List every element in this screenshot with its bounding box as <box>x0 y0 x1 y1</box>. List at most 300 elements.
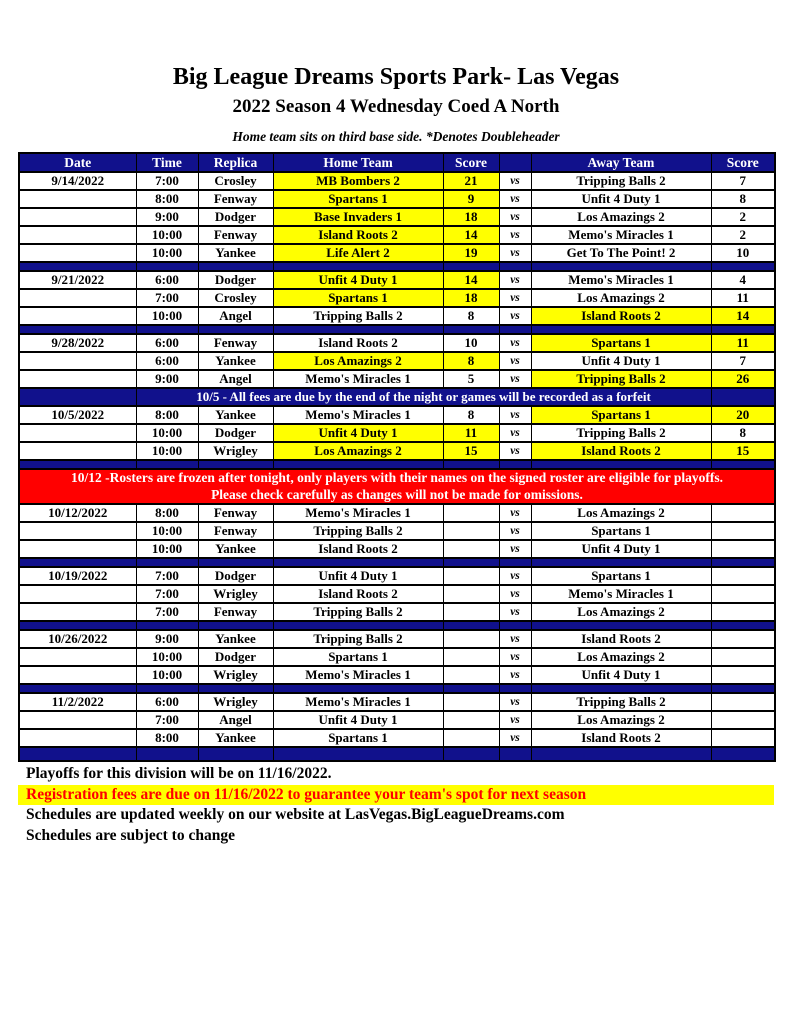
replica-cell: Fenway <box>198 522 273 540</box>
time-cell: 6:00 <box>136 352 198 370</box>
vs-cell: vs <box>499 603 531 621</box>
game-row <box>19 693 775 711</box>
away-score-cell <box>711 693 775 711</box>
away-score-cell <box>711 630 775 648</box>
date-cell: 10/19/2022 <box>19 567 136 585</box>
divider-cell <box>136 262 198 271</box>
home-score-cell: 19 <box>443 244 499 262</box>
away-team-cell: Los Amazings 2 <box>531 504 711 522</box>
away-score-cell: 7 <box>711 172 775 190</box>
divider-cell <box>443 747 499 761</box>
replica-cell: Fenway <box>198 504 273 522</box>
divider-cell <box>19 262 136 271</box>
divider-cell <box>136 460 198 469</box>
home-score-cell <box>443 666 499 684</box>
divider-cell <box>443 684 499 693</box>
game-row <box>19 585 775 603</box>
replica-cell: Fenway <box>198 226 273 244</box>
home-team-cell: Spartans 1 <box>273 729 443 747</box>
home-score-cell: 10 <box>443 334 499 352</box>
divider-cell <box>19 621 136 630</box>
date-cell <box>19 226 136 244</box>
home-team-cell: Tripping Balls 2 <box>273 630 443 648</box>
home-score-cell: 9 <box>443 190 499 208</box>
date-cell <box>19 190 136 208</box>
away-score-cell: 14 <box>711 307 775 325</box>
divider-cell <box>499 460 531 469</box>
home-score-cell <box>443 693 499 711</box>
time-cell: 7:00 <box>136 567 198 585</box>
vs-cell: vs <box>499 540 531 558</box>
game-row <box>19 289 775 307</box>
time-cell: 10:00 <box>136 522 198 540</box>
game-row <box>19 442 775 460</box>
time-cell: 6:00 <box>136 693 198 711</box>
away-score-cell: 10 <box>711 244 775 262</box>
game-row <box>19 406 775 424</box>
divider-cell <box>499 262 531 271</box>
vs-cell: vs <box>499 522 531 540</box>
game-row <box>19 522 775 540</box>
home-team-cell: Unfit 4 Duty 1 <box>273 271 443 289</box>
game-row <box>19 208 775 226</box>
home-score-cell: 14 <box>443 271 499 289</box>
divider-row <box>19 325 775 334</box>
away-team-cell: Los Amazings 2 <box>531 208 711 226</box>
divider-cell <box>531 747 711 761</box>
divider-row <box>19 684 775 693</box>
away-team-cell: Unfit 4 Duty 1 <box>531 352 711 370</box>
time-cell: 9:00 <box>136 630 198 648</box>
away-score-cell <box>711 585 775 603</box>
away-team-cell: Unfit 4 Duty 1 <box>531 540 711 558</box>
game-row <box>19 172 775 190</box>
game-row <box>19 648 775 666</box>
divider-cell <box>19 747 136 761</box>
date-cell <box>19 208 136 226</box>
divider-cell <box>19 558 136 567</box>
registration-note: Registration fees are due on 11/16/2022 to guarantee your team's spot for next season <box>18 785 774 806</box>
playoffs-note: Playoffs for this division will be on 11/16/2022. <box>26 765 332 782</box>
website-note: Schedules are updated weekly on our website at LasVegas.BigLeagueDreams.com <box>26 806 565 823</box>
away-team-cell: Tripping Balls 2 <box>531 424 711 442</box>
vs-cell: vs <box>499 289 531 307</box>
date-cell <box>19 370 136 388</box>
away-team-cell: Tripping Balls 2 <box>531 370 711 388</box>
divider-cell <box>198 262 273 271</box>
away-score-cell <box>711 648 775 666</box>
replica-cell: Wrigley <box>198 666 273 684</box>
date-cell <box>19 711 136 729</box>
date-cell <box>19 424 136 442</box>
divider-cell <box>198 460 273 469</box>
vs-cell: vs <box>499 307 531 325</box>
game-row <box>19 711 775 729</box>
time-cell: 10:00 <box>136 442 198 460</box>
divider-cell <box>531 621 711 630</box>
away-score-cell: 11 <box>711 334 775 352</box>
home-score-cell <box>443 540 499 558</box>
replica-cell: Yankee <box>198 729 273 747</box>
time-cell: 6:00 <box>136 271 198 289</box>
time-cell: 7:00 <box>136 585 198 603</box>
home-team-cell: Island Roots 2 <box>273 585 443 603</box>
replica-cell: Dodger <box>198 424 273 442</box>
divider-cell <box>531 558 711 567</box>
game-row <box>19 226 775 244</box>
divider-cell <box>711 325 775 334</box>
vs-cell: vs <box>499 190 531 208</box>
home-score-cell: 5 <box>443 370 499 388</box>
away-score-cell <box>711 666 775 684</box>
vs-cell: vs <box>499 406 531 424</box>
game-row <box>19 271 775 289</box>
away-score-cell: 2 <box>711 208 775 226</box>
time-cell: 7:00 <box>136 711 198 729</box>
replica-cell: Dodger <box>198 567 273 585</box>
notice-row-blue <box>19 388 775 406</box>
divider-cell <box>136 558 198 567</box>
time-cell: 10:00 <box>136 648 198 666</box>
divider-cell <box>443 325 499 334</box>
divider-cell <box>531 325 711 334</box>
away-score-cell: 20 <box>711 406 775 424</box>
divider-cell <box>198 684 273 693</box>
header-away-team-6: Away Team <box>531 153 711 172</box>
date-cell <box>19 442 136 460</box>
home-team-cell: Spartans 1 <box>273 289 443 307</box>
away-score-cell: 11 <box>711 289 775 307</box>
home-team-cell: Memo's Miracles 1 <box>273 406 443 424</box>
time-cell: 8:00 <box>136 729 198 747</box>
divider-cell <box>19 460 136 469</box>
date-cell <box>19 289 136 307</box>
game-row <box>19 424 775 442</box>
divider-cell <box>711 747 775 761</box>
replica-cell: Fenway <box>198 190 273 208</box>
divider-cell <box>499 558 531 567</box>
away-team-cell: Island Roots 2 <box>531 630 711 648</box>
game-row <box>19 307 775 325</box>
divider-cell <box>531 262 711 271</box>
header-vs-spacer <box>499 153 531 172</box>
date-cell <box>19 648 136 666</box>
divider-cell <box>273 558 443 567</box>
home-team-cell: Memo's Miracles 1 <box>273 666 443 684</box>
game-row <box>19 504 775 522</box>
home-score-cell: 18 <box>443 208 499 226</box>
time-cell: 10:00 <box>136 226 198 244</box>
home-score-cell: 18 <box>443 289 499 307</box>
vs-cell: vs <box>499 567 531 585</box>
divider-cell <box>711 460 775 469</box>
home-score-cell: 8 <box>443 307 499 325</box>
game-row <box>19 630 775 648</box>
header-score-7: Score <box>711 153 775 172</box>
divider-cell <box>198 325 273 334</box>
divider-cell <box>273 262 443 271</box>
home-team-cell: Los Amazings 2 <box>273 442 443 460</box>
divider-cell <box>499 684 531 693</box>
field-side-note: Home team sits on third base side. *Denotes Doubleheader <box>232 129 560 144</box>
divider-cell <box>443 558 499 567</box>
divider-cell <box>711 684 775 693</box>
vs-cell: vs <box>499 585 531 603</box>
date-cell: 10/5/2022 <box>19 406 136 424</box>
time-cell: 7:00 <box>136 603 198 621</box>
away-team-cell: Unfit 4 Duty 1 <box>531 190 711 208</box>
vs-cell: vs <box>499 442 531 460</box>
away-team-cell: Memo's Miracles 1 <box>531 226 711 244</box>
date-cell <box>19 666 136 684</box>
vs-cell: vs <box>499 172 531 190</box>
date-cell: 9/21/2022 <box>19 271 136 289</box>
game-row <box>19 567 775 585</box>
date-cell: 9/14/2022 <box>19 172 136 190</box>
game-row <box>19 370 775 388</box>
header-time-1: Time <box>136 153 198 172</box>
home-team-cell: Unfit 4 Duty 1 <box>273 567 443 585</box>
away-score-cell: 26 <box>711 370 775 388</box>
vs-cell: vs <box>499 711 531 729</box>
vs-cell: vs <box>499 244 531 262</box>
home-score-cell: 21 <box>443 172 499 190</box>
date-cell <box>19 307 136 325</box>
replica-cell: Angel <box>198 711 273 729</box>
header-score-4: Score <box>443 153 499 172</box>
vs-cell: vs <box>499 424 531 442</box>
away-team-cell: Unfit 4 Duty 1 <box>531 666 711 684</box>
divider-cell <box>136 747 198 761</box>
away-score-cell <box>711 729 775 747</box>
home-team-cell: Memo's Miracles 1 <box>273 693 443 711</box>
replica-cell: Wrigley <box>198 693 273 711</box>
page-title: Big League Dreams Sports Park- Las Vegas <box>172 64 620 90</box>
home-score-cell <box>443 567 499 585</box>
divider-row <box>19 262 775 271</box>
replica-cell: Fenway <box>198 603 273 621</box>
home-team-cell: MB Bombers 2 <box>273 172 443 190</box>
replica-cell: Yankee <box>198 630 273 648</box>
away-team-cell: Los Amazings 2 <box>531 648 711 666</box>
away-score-cell: 2 <box>711 226 775 244</box>
notice-spacer-cell <box>711 388 775 406</box>
notice-line: 10/12 -Rosters are frozen after tonight, only players with their names on the signed roster are eligible for playoffs. <box>71 470 723 485</box>
time-cell: 9:00 <box>136 370 198 388</box>
divider-row <box>19 558 775 567</box>
replica-cell: Wrigley <box>198 442 273 460</box>
divider-cell <box>499 325 531 334</box>
replica-cell: Yankee <box>198 406 273 424</box>
divider-cell <box>531 460 711 469</box>
away-score-cell <box>711 540 775 558</box>
replica-cell: Dodger <box>198 208 273 226</box>
replica-cell: Crosley <box>198 172 273 190</box>
divider-cell <box>711 558 775 567</box>
home-score-cell: 15 <box>443 442 499 460</box>
home-team-cell: Tripping Balls 2 <box>273 522 443 540</box>
vs-cell: vs <box>499 693 531 711</box>
game-row <box>19 666 775 684</box>
game-row <box>19 244 775 262</box>
header-replica-2: Replica <box>198 153 273 172</box>
away-score-cell <box>711 522 775 540</box>
subject-to-change-note: Schedules are subject to change <box>26 826 235 844</box>
time-cell: 6:00 <box>136 334 198 352</box>
home-team-cell: Memo's Miracles 1 <box>273 504 443 522</box>
vs-cell: vs <box>499 208 531 226</box>
away-team-cell: Los Amazings 2 <box>531 711 711 729</box>
away-team-cell: Island Roots 2 <box>531 307 711 325</box>
replica-cell: Angel <box>198 370 273 388</box>
notice-spacer-cell <box>19 388 136 406</box>
schedule-table <box>18 152 776 762</box>
footer <box>18 764 774 846</box>
home-team-cell: Island Roots 2 <box>273 540 443 558</box>
home-team-cell: Life Alert 2 <box>273 244 443 262</box>
game-row <box>19 190 775 208</box>
away-team-cell: Spartans 1 <box>531 567 711 585</box>
divider-cell <box>273 747 443 761</box>
divider-cell <box>273 460 443 469</box>
home-team-cell: Memo's Miracles 1 <box>273 370 443 388</box>
notice-row-red <box>19 469 775 504</box>
divider-row <box>19 621 775 630</box>
divider-cell <box>443 262 499 271</box>
divider-cell <box>198 558 273 567</box>
date-cell: 10/26/2022 <box>19 630 136 648</box>
home-team-cell: Unfit 4 Duty 1 <box>273 711 443 729</box>
date-cell <box>19 352 136 370</box>
date-cell <box>19 540 136 558</box>
away-score-cell <box>711 504 775 522</box>
away-team-cell: Los Amazings 2 <box>531 289 711 307</box>
date-cell <box>19 244 136 262</box>
home-score-cell <box>443 648 499 666</box>
vs-cell: vs <box>499 504 531 522</box>
date-cell: 9/28/2022 <box>19 334 136 352</box>
away-score-cell: 7 <box>711 352 775 370</box>
header-date-0: Date <box>19 153 136 172</box>
date-cell <box>19 603 136 621</box>
home-score-cell <box>443 630 499 648</box>
home-score-cell <box>443 603 499 621</box>
vs-cell: vs <box>499 370 531 388</box>
time-cell: 10:00 <box>136 666 198 684</box>
divider-cell <box>711 621 775 630</box>
away-team-cell: Tripping Balls 2 <box>531 172 711 190</box>
replica-cell: Wrigley <box>198 585 273 603</box>
divider-cell <box>136 684 198 693</box>
date-cell: 10/12/2022 <box>19 504 136 522</box>
divider-cell <box>499 747 531 761</box>
divider-cell <box>443 621 499 630</box>
divider-cell <box>198 621 273 630</box>
divider-cell <box>273 684 443 693</box>
vs-cell: vs <box>499 352 531 370</box>
divider-cell <box>531 684 711 693</box>
home-team-cell: Island Roots 2 <box>273 334 443 352</box>
home-team-cell: Base Invaders 1 <box>273 208 443 226</box>
time-cell: 8:00 <box>136 190 198 208</box>
away-team-cell: Spartans 1 <box>531 522 711 540</box>
date-cell <box>19 585 136 603</box>
home-team-cell: Spartans 1 <box>273 190 443 208</box>
divider-cell <box>499 621 531 630</box>
home-team-cell: Tripping Balls 2 <box>273 307 443 325</box>
divider-cell <box>443 460 499 469</box>
game-row <box>19 540 775 558</box>
away-score-cell <box>711 603 775 621</box>
away-score-cell <box>711 567 775 585</box>
home-score-cell <box>443 522 499 540</box>
page-subtitle: 2022 Season 4 Wednesday Coed A North <box>232 96 560 117</box>
home-team-cell: Los Amazings 2 <box>273 352 443 370</box>
time-cell: 9:00 <box>136 208 198 226</box>
game-row <box>19 729 775 747</box>
home-score-cell <box>443 585 499 603</box>
table-header-row <box>19 153 775 172</box>
away-score-cell: 8 <box>711 424 775 442</box>
away-team-cell: Tripping Balls 2 <box>531 693 711 711</box>
time-cell: 7:00 <box>136 289 198 307</box>
away-score-cell: 15 <box>711 442 775 460</box>
away-team-cell: Spartans 1 <box>531 406 711 424</box>
vs-cell: vs <box>499 334 531 352</box>
replica-cell: Yankee <box>198 244 273 262</box>
divider-cell <box>198 747 273 761</box>
away-team-cell: Los Amazings 2 <box>531 603 711 621</box>
vs-cell: vs <box>499 666 531 684</box>
divider-cell <box>19 325 136 334</box>
away-team-cell: Get To The Point! 2 <box>531 244 711 262</box>
home-score-cell <box>443 504 499 522</box>
notice-text: 10/5 - All fees are due by the end of the night or games will be recorded as a forfeit <box>136 388 711 406</box>
notice-line: Please check carefully as changes will not be made for omissions. <box>211 486 583 502</box>
vs-cell: vs <box>499 630 531 648</box>
divider-cell <box>273 621 443 630</box>
replica-cell: Fenway <box>198 334 273 352</box>
vs-cell: vs <box>499 729 531 747</box>
time-cell: 10:00 <box>136 424 198 442</box>
home-team-cell: Unfit 4 Duty 1 <box>273 424 443 442</box>
time-cell: 10:00 <box>136 307 198 325</box>
away-team-cell: Spartans 1 <box>531 334 711 352</box>
divider-cell <box>19 684 136 693</box>
home-score-cell: 8 <box>443 406 499 424</box>
vs-cell: vs <box>499 648 531 666</box>
divider-cell <box>711 262 775 271</box>
away-team-cell: Memo's Miracles 1 <box>531 585 711 603</box>
divider-row <box>19 460 775 469</box>
home-score-cell: 8 <box>443 352 499 370</box>
home-score-cell <box>443 729 499 747</box>
date-cell <box>19 522 136 540</box>
game-row <box>19 603 775 621</box>
home-score-cell <box>443 711 499 729</box>
replica-cell: Dodger <box>198 648 273 666</box>
replica-cell: Angel <box>198 307 273 325</box>
away-team-cell: Memo's Miracles 1 <box>531 271 711 289</box>
date-cell: 11/2/2022 <box>19 693 136 711</box>
away-score-cell: 4 <box>711 271 775 289</box>
home-team-cell: Island Roots 2 <box>273 226 443 244</box>
home-team-cell: Tripping Balls 2 <box>273 603 443 621</box>
home-team-cell: Spartans 1 <box>273 648 443 666</box>
notice-text <box>19 469 775 504</box>
home-score-cell: 11 <box>443 424 499 442</box>
away-score-cell: 8 <box>711 190 775 208</box>
